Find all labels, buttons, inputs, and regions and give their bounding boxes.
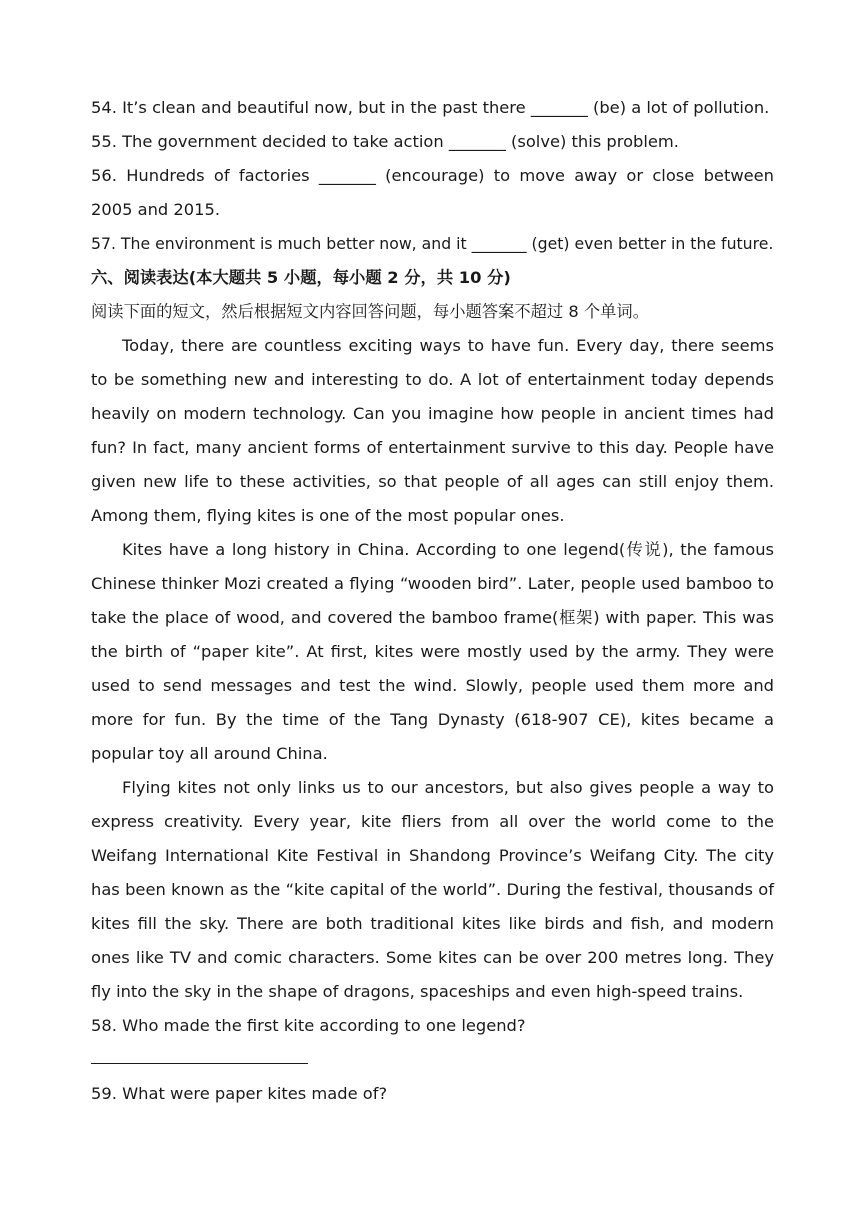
passage-paragraph-2: Kites have a long history in China. According to one legend(传说), the famous Chinese thinker Mozi created a flying “wooden bird”. Later, people used bamboo to take the place of wood, and covered the bamboo frame(框架) with paper. This was the birth of “paper kite”. At first, kites were mostly used by the army. They were used to send messages and test the wind. Slowly, people used them more and more for fun. By the time of the Tang Dynasty (618-907 CE), kites became a popular toy all around China. xyxy=(91,540,774,763)
passage-paragraph-3: Flying kites not only links us to our ancestors, but also gives people a way to express creativity. Every year, kite fliers from all over the world come to the Weifang International Kite Festival in Shandong Province’s Weifang City. The city has been known as the “kite capital of the world”. During the festival, thousands of kites fill the sky. There are both traditional kites like birds and fish, and modern ones like TV and comic characters. Some kites can be over 200 metres long. They fly into the sky in the shape of dragons, spaceships and even high-speed trains. xyxy=(91,778,774,1001)
question-58: 58. Who made the first kite according to one legend? xyxy=(91,1016,526,1035)
passage-paragraph-1: Today, there are countless exciting ways to have fun. Every day, there seems to be something new and interesting to do. A lot of entertainment today depends heavily on modern technology. Can you imagine how people in ancient times had fun? In fact, many ancient forms of entertainment survive to this day. People have given new life to these activities, so that people of all ages can still enjoy them. Among them, flying kites is one of the most popular ones. xyxy=(91,336,774,525)
question-56: 56. Hundreds of factories _______ (encourage) to move away or close between 2005 and 2015. xyxy=(91,166,774,219)
question-55: 55. The government decided to take action _______ (solve) this problem. xyxy=(91,132,679,151)
answer-line-58[interactable] xyxy=(91,1043,308,1064)
question-54: 54. It’s clean and beautiful now, but in the past there _______ (be) a lot of pollution. xyxy=(91,98,770,117)
worksheet-page xyxy=(91,91,774,1111)
question-57: 57. The environment is much better now, and it _______ (get) even better in the future. xyxy=(91,234,774,253)
section-heading: 六、阅读表达(本大题共 5 小题，每小题 2 分，共 10 分) xyxy=(91,268,511,287)
section-instruction: 阅读下面的短文，然后根据短文内容回答问题，每小题答案不超过 8 个单词。 xyxy=(91,302,649,321)
question-59: 59. What were paper kites made of? xyxy=(91,1084,388,1103)
